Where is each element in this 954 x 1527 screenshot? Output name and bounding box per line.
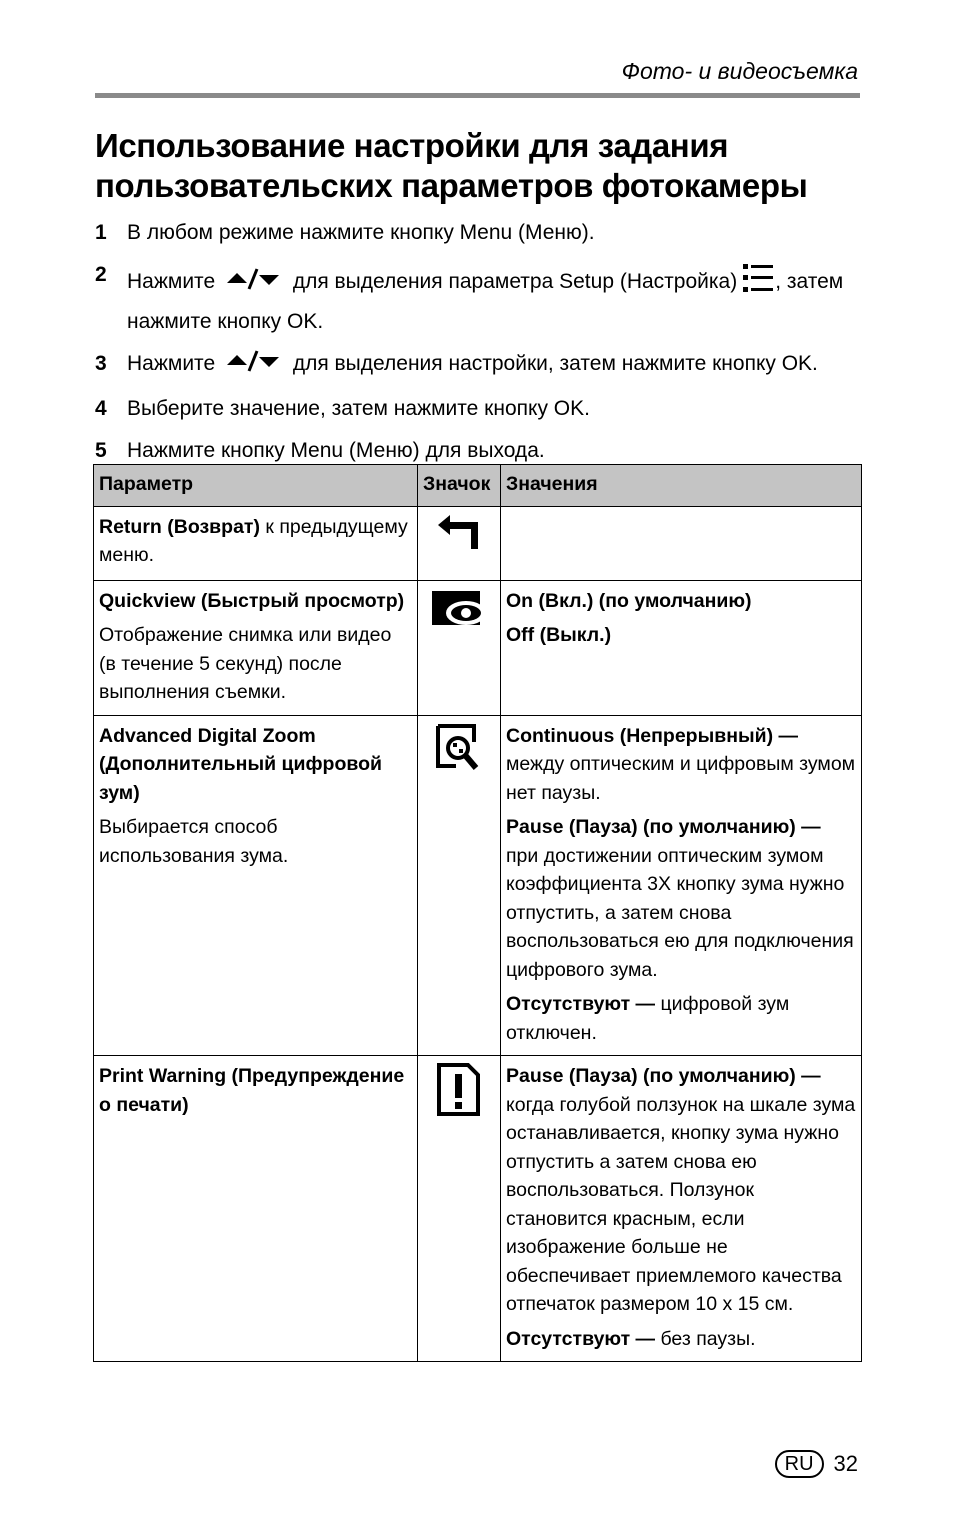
icon-cell <box>418 580 501 715</box>
title-line-2: пользовательских параметров фотокамеры <box>95 167 808 204</box>
step-text-b: для выделения параметра Setup (Настройка) <box>292 270 738 293</box>
table-row-return <box>94 506 862 580</box>
icon-cell <box>418 715 501 1056</box>
language-badge: RU <box>775 1450 824 1478</box>
value-option: Off (Выкл.) <box>506 624 612 646</box>
param-name: Return (Возврат) <box>99 515 260 538</box>
table-row-advanced-zoom <box>94 715 862 1056</box>
running-header: Фото- и видеосъемка <box>621 58 858 84</box>
step-text-c: , затем нажмите кнопку OK. <box>127 270 844 333</box>
table-row-print-warning <box>94 1056 862 1362</box>
step-text-a: Нажмите <box>127 270 216 293</box>
magnifier-zoom-icon <box>434 757 484 779</box>
value-name: Отсутствуют — <box>506 1327 656 1350</box>
settings-table <box>93 464 862 1362</box>
value-name: Pause (Пауза) (по умолчанию) — <box>506 816 821 838</box>
param-description: Выбирается способ использования зума. <box>99 816 289 867</box>
instruction-steps <box>95 218 865 478</box>
return-arrow-icon <box>434 536 484 558</box>
step-number: 1 <box>95 221 107 244</box>
up-down-arrows-icon <box>225 267 283 300</box>
step-5 <box>95 436 865 466</box>
value-description: без паузы. <box>655 1327 756 1350</box>
header-divider <box>95 93 860 98</box>
step-2 <box>95 260 865 337</box>
icon-cell <box>418 506 501 580</box>
param-name: Quickview (Быстрый просмотр) <box>99 589 405 612</box>
step-number: 4 <box>95 397 107 420</box>
value-option: On (Вкл.) (по умолчанию) <box>506 589 752 612</box>
value-option <box>506 1325 856 1354</box>
value-option <box>506 990 856 1047</box>
table-row-quickview <box>94 580 862 715</box>
value-description: когда голубой ползунок на шкале зума останавливается, кнопку зума нужно отпустить а затем снова ею воспользоваться. Ползунок становится красным, если изображение больше не обеспечивает приемлемого качества отпечаток размером 10 х 15 см. <box>506 1093 856 1315</box>
page-title <box>95 126 865 206</box>
param-name: Print Warning (Предупреждение о печати) <box>99 1065 405 1116</box>
step-text-a: Нажмите <box>127 352 216 375</box>
param-cell <box>94 1056 418 1362</box>
step-1 <box>95 218 865 248</box>
print-warning-icon <box>436 1101 482 1123</box>
value-description: между оптическим и цифровым зумом нет паузы. <box>506 753 856 804</box>
param-cell <box>94 506 418 580</box>
title-line-1: Использование настройки для задания <box>95 127 729 164</box>
icon-cell <box>418 1056 501 1362</box>
param-description: Отображение снимка или видео (в течение 5 секунд) после выполнения съемки. <box>99 624 392 703</box>
param-cell <box>94 580 418 715</box>
value-name: Continuous (Непрерывный) — <box>506 724 799 747</box>
step-text: Выберите значение, затем нажмите кнопку OK. <box>127 397 590 420</box>
param-text: к предыдущему меню. <box>99 515 408 566</box>
step-number: 3 <box>95 352 107 375</box>
column-header-values: Значения <box>501 465 862 507</box>
step-text: Нажмите кнопку Menu (Меню) для выхода. <box>127 439 545 462</box>
param-cell <box>94 715 418 1056</box>
column-header-param: Параметр <box>94 465 418 507</box>
page-number: 32 <box>833 1451 858 1476</box>
step-text-b: для выделения настройки, затем нажмите кнопку OK. <box>292 352 818 375</box>
step-4 <box>95 394 865 424</box>
up-down-arrows-icon <box>225 349 283 382</box>
step-text: В любом режиме нажмите кнопку Menu (Меню). <box>127 221 595 244</box>
step-3 <box>95 349 865 382</box>
step-number: 5 <box>95 439 107 462</box>
value-description: цифровой зум отключен. <box>506 993 790 1044</box>
table-header-row <box>94 465 862 507</box>
param-name: Advanced Digital Zoom (Дополнительный цифровой зум) <box>99 724 382 804</box>
value-name: Отсутствуют — <box>506 993 656 1015</box>
values-cell <box>501 506 862 580</box>
values-cell <box>501 1056 862 1362</box>
value-option <box>506 1062 856 1319</box>
value-option <box>506 722 856 808</box>
page-footer <box>775 1450 858 1478</box>
value-name: Pause (Пауза) (по умолчанию) — <box>506 1065 821 1087</box>
column-header-icon: Значок <box>418 465 501 507</box>
value-option <box>506 813 856 984</box>
value-description: при достижении оптическим зумом коэффициента 3X кнопку зума нужно отпустить, а затем снова воспользоваться ею для подключения цифрового зума. <box>506 844 854 981</box>
step-number: 2 <box>95 263 107 286</box>
values-cell <box>501 580 862 715</box>
quickview-eye-icon <box>430 614 488 636</box>
values-cell <box>501 715 862 1056</box>
setup-list-icon <box>741 260 775 307</box>
